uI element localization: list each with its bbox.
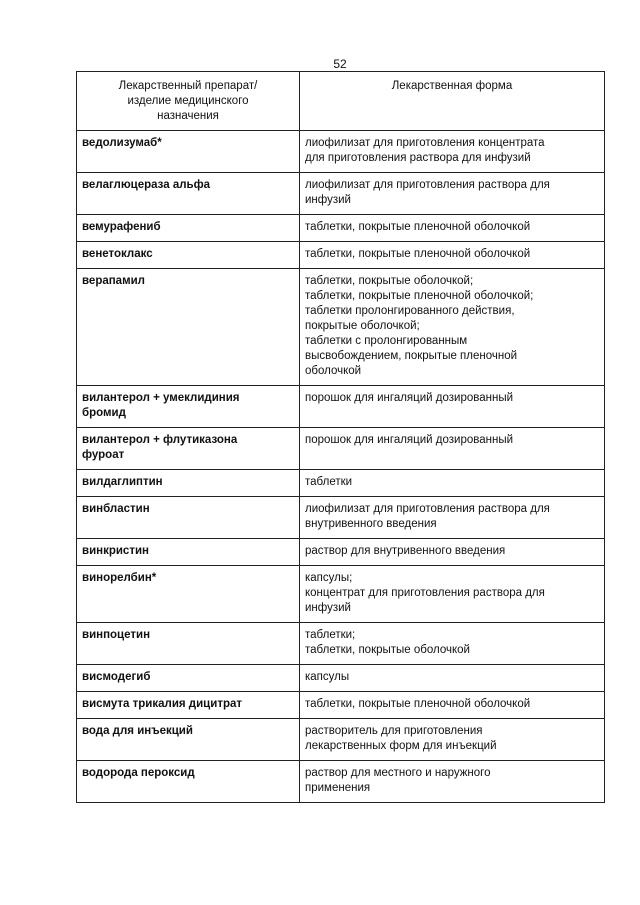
- table-row: [77, 242, 605, 269]
- header-form: Лекарственная форма: [300, 72, 605, 131]
- drug-name: винкристин: [77, 539, 300, 566]
- table-row: [77, 566, 605, 623]
- drug-form: таблетки, покрытые оболочкой; таблетки, покрытые пленочной оболочкой; таблетки пролонгированного действия, покрытые оболочкой; таблетки с пролонгированным высвобождением, покрытые пленочной оболочкой: [300, 269, 605, 386]
- page-number: 52: [333, 57, 347, 71]
- drug-name: вемурафениб: [77, 215, 300, 242]
- table-row: [77, 665, 605, 692]
- drug-form: порошок для ингаляций дозированный: [300, 428, 605, 470]
- drug-name: висмута трикалия дицитрат: [77, 692, 300, 719]
- drug-name: верапамил: [77, 269, 300, 386]
- drug-form: лиофилизат для приготовления раствора для инфузий: [300, 173, 605, 215]
- table-row: [77, 761, 605, 803]
- drug-form: раствор для внутривенного введения: [300, 539, 605, 566]
- table-row: [77, 497, 605, 539]
- table-row: [77, 173, 605, 215]
- drug-form: таблетки; таблетки, покрытые оболочкой: [300, 623, 605, 665]
- table-row: [77, 719, 605, 761]
- drug-form: растворитель для приготовления лекарственных форм для инъекций: [300, 719, 605, 761]
- drug-form: лиофилизат для приготовления раствора для внутривенного введения: [300, 497, 605, 539]
- drug-form: лиофилизат для приготовления концентрата для приготовления раствора для инфузий: [300, 131, 605, 173]
- drug-form: капсулы; концентрат для приготовления раствора для инфузий: [300, 566, 605, 623]
- drug-table: [76, 71, 605, 803]
- drug-form: таблетки: [300, 470, 605, 497]
- drug-form: порошок для ингаляций дозированный: [300, 386, 605, 428]
- table-row: [77, 215, 605, 242]
- table-row: [77, 269, 605, 386]
- table-row: [77, 692, 605, 719]
- drug-form: таблетки, покрытые пленочной оболочкой: [300, 242, 605, 269]
- table-row: [77, 623, 605, 665]
- drug-name: вилдаглиптин: [77, 470, 300, 497]
- drug-name: вода для инъекций: [77, 719, 300, 761]
- drug-name: ведолизумаб*: [77, 131, 300, 173]
- drug-name: висмодегиб: [77, 665, 300, 692]
- table-row: [77, 470, 605, 497]
- drug-name: велаглюцераза альфа: [77, 173, 300, 215]
- table-row: [77, 539, 605, 566]
- drug-form: капсулы: [300, 665, 605, 692]
- table-header-row: [77, 72, 605, 131]
- drug-form: таблетки, покрытые пленочной оболочкой: [300, 215, 605, 242]
- table-row: [77, 131, 605, 173]
- drug-name: венетоклакс: [77, 242, 300, 269]
- header-drug: Лекарственный препарат/ изделие медицинского назначения: [77, 72, 300, 131]
- drug-name: вилантерол + флутиказона фуроат: [77, 428, 300, 470]
- drug-form: раствор для местного и наружного применения: [300, 761, 605, 803]
- table-row: [77, 386, 605, 428]
- drug-name: винбластин: [77, 497, 300, 539]
- drug-name: вилантерол + умеклидиния бромид: [77, 386, 300, 428]
- table-row: [77, 428, 605, 470]
- drug-name: водорода пероксид: [77, 761, 300, 803]
- drug-name: винпоцетин: [77, 623, 300, 665]
- drug-name: винорелбин*: [77, 566, 300, 623]
- drug-form: таблетки, покрытые пленочной оболочкой: [300, 692, 605, 719]
